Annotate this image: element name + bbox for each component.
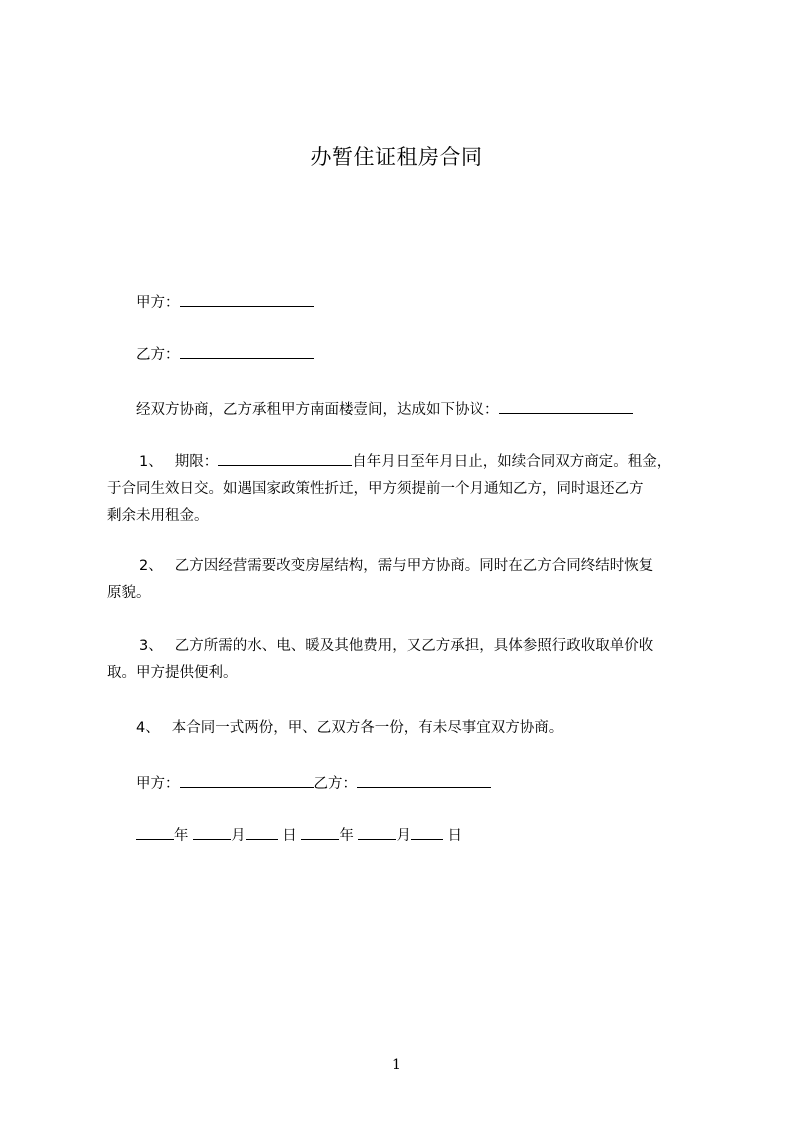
signature-party-b-blank[interactable] bbox=[357, 773, 491, 788]
date-line bbox=[136, 825, 462, 846]
clause-4-text: 本合同一式两份，甲、乙双方各一份，有未尽事宜双方协商。 bbox=[171, 720, 564, 736]
party-b-line bbox=[136, 344, 314, 365]
clause-3-line-2: 取。甲方提供便利。 bbox=[107, 665, 238, 681]
date-b-year-label: 年 bbox=[339, 828, 354, 844]
clause-2-row-1 bbox=[107, 553, 707, 580]
signature-party-b-label: 乙方： bbox=[313, 776, 357, 792]
clause-1-row-1 bbox=[107, 449, 707, 476]
date-a-day-label: 日 bbox=[282, 828, 297, 844]
clause-1 bbox=[107, 449, 707, 530]
date-b-day-label: 日 bbox=[447, 828, 463, 844]
date-a-year-label: 年 bbox=[174, 828, 189, 844]
document-title: 办暂住证租房合同 bbox=[310, 145, 483, 169]
page-number: 1 bbox=[392, 1057, 401, 1073]
clause-1-line-3: 剩余未用租金。 bbox=[107, 508, 209, 524]
clause-1-lead: 期限： bbox=[174, 454, 219, 470]
clause-1-number: 1、 bbox=[139, 454, 163, 470]
clause-1-line-2: 于合同生效日交。如遇国家政策性折迁，甲方须提前一个月通知乙方，同时退还乙方 bbox=[107, 481, 644, 497]
clause-1-row-3 bbox=[107, 503, 707, 530]
clause-3-row-1 bbox=[107, 633, 707, 660]
date-b-day-blank[interactable] bbox=[411, 825, 443, 840]
clause-1-line-1: 自年月日至年月日止，如续合同双方商定。租金， bbox=[352, 454, 672, 470]
clause-2-number: 2、 bbox=[139, 558, 163, 574]
clause-1-row-2 bbox=[107, 476, 707, 503]
party-b-blank[interactable] bbox=[180, 344, 314, 359]
party-a-blank[interactable] bbox=[180, 292, 314, 307]
date-b-year-blank[interactable] bbox=[301, 825, 339, 840]
signature-party-a-blank[interactable] bbox=[180, 773, 314, 788]
clause-1-term-blank[interactable] bbox=[218, 451, 352, 466]
date-a-month-label: 月 bbox=[231, 828, 246, 844]
date-a-year-blank[interactable] bbox=[136, 825, 174, 840]
clause-3-row-2 bbox=[107, 660, 707, 687]
clause-2-line-2: 原貌。 bbox=[107, 585, 151, 601]
intro-line bbox=[136, 399, 633, 420]
intro-blank[interactable] bbox=[499, 399, 633, 414]
clause-2-line-1: 乙方因经营需要改变房屋结构，需与甲方协商。同时在乙方合同终结时恢复 bbox=[174, 558, 654, 574]
date-b-month-label: 月 bbox=[396, 828, 411, 844]
clause-4-number: 4、 bbox=[136, 720, 160, 736]
clause-4 bbox=[107, 715, 707, 742]
party-b-label: 乙方： bbox=[136, 347, 180, 363]
signature-party-a-label: 甲方： bbox=[136, 776, 180, 792]
intro-text: 经双方协商，乙方承租甲方南面楼壹间，达成如下协议： bbox=[136, 402, 499, 418]
clause-2-row-2 bbox=[107, 580, 707, 607]
date-b-month-blank[interactable] bbox=[358, 825, 396, 840]
party-a-label: 甲方： bbox=[136, 295, 180, 311]
clause-2 bbox=[107, 553, 707, 607]
clause-4-row-1 bbox=[107, 715, 707, 742]
clause-3-number: 3、 bbox=[139, 638, 163, 654]
clause-3-line-1: 乙方所需的水、电、暖及其他费用，又乙方承担，具体参照行政收取单价收 bbox=[174, 638, 654, 654]
signature-line bbox=[136, 773, 491, 794]
clause-3 bbox=[107, 633, 707, 687]
date-a-day-blank[interactable] bbox=[246, 825, 278, 840]
date-a-month-blank[interactable] bbox=[193, 825, 231, 840]
party-a-line bbox=[136, 292, 314, 313]
